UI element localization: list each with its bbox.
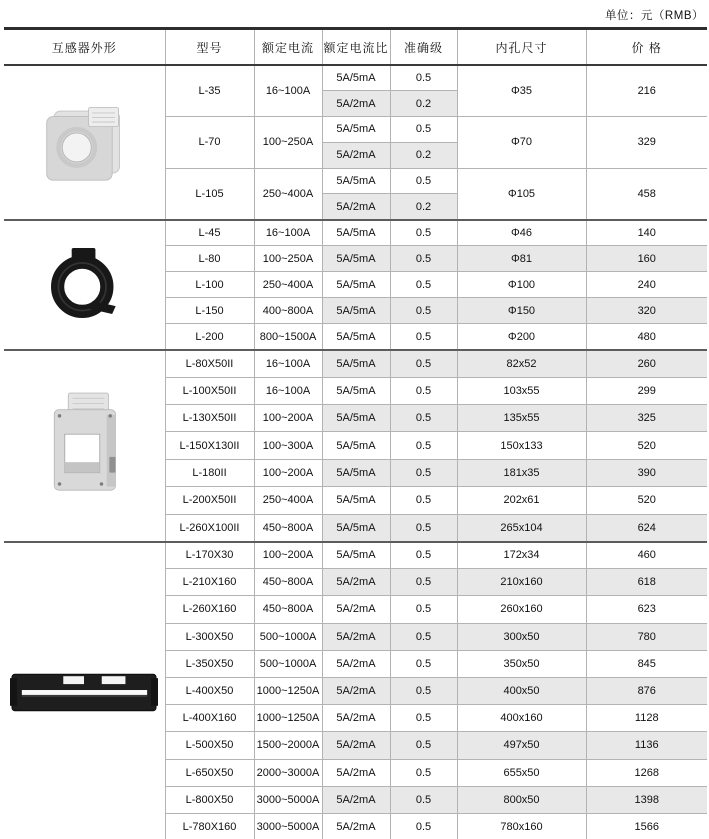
ratio-cell: 5A/5mA (322, 377, 390, 404)
accuracy-cell: 0.5 (390, 732, 457, 759)
model-cell: L-150 (165, 298, 254, 324)
accuracy-cell: 0.5 (390, 168, 457, 194)
model-cell: L-210X160 (165, 569, 254, 596)
toroidal-ct-image (4, 245, 165, 325)
ratio-cell: 5A/2mA (322, 142, 390, 168)
current-cell: 100~200A (254, 405, 322, 432)
accuracy-cell: 0.5 (390, 514, 457, 541)
price-cell: 329 (586, 117, 707, 169)
hole-cell: 210x160 (457, 569, 586, 596)
accuracy-cell: 0.5 (390, 677, 457, 704)
ratio-cell: 5A/2mA (322, 786, 390, 813)
price-cell: 1128 (586, 705, 707, 732)
price-cell: 140 (586, 220, 707, 246)
price-cell: 780 (586, 623, 707, 650)
section-4 (4, 542, 707, 839)
busbar-ct-image (4, 665, 165, 717)
accuracy-cell: 0.5 (390, 324, 457, 350)
price-cell: 480 (586, 324, 707, 350)
model-cell: L-200 (165, 324, 254, 350)
price-cell: 520 (586, 487, 707, 514)
accuracy-cell: 0.5 (390, 220, 457, 246)
current-cell: 400~800A (254, 298, 322, 324)
model-cell: L-100 (165, 272, 254, 298)
hole-cell: 82x52 (457, 350, 586, 377)
model-cell: L-260X100II (165, 514, 254, 541)
accuracy-cell: 0.5 (390, 350, 457, 377)
ct-price-table (4, 27, 707, 839)
accuracy-cell: 0.5 (390, 596, 457, 623)
hole-cell: 135x55 (457, 405, 586, 432)
ratio-cell: 5A/5mA (322, 487, 390, 514)
model-cell: L-400X160 (165, 705, 254, 732)
model-cell: L-80X50II (165, 350, 254, 377)
current-cell: 1500~2000A (254, 732, 322, 759)
current-cell: 500~1000A (254, 623, 322, 650)
model-cell: L-400X50 (165, 677, 254, 704)
hole-cell: 265x104 (457, 514, 586, 541)
hole-cell: 400x160 (457, 705, 586, 732)
current-cell: 1000~1250A (254, 705, 322, 732)
accuracy-cell: 0.5 (390, 623, 457, 650)
model-cell: L-180II (165, 459, 254, 486)
model-cell: L-100X50II (165, 377, 254, 404)
ratio-cell: 5A/5mA (322, 459, 390, 486)
hole-cell: 260x160 (457, 596, 586, 623)
ratio-cell: 5A/5mA (322, 324, 390, 350)
current-cell: 2000~3000A (254, 759, 322, 786)
accuracy-cell: 0.2 (390, 91, 457, 117)
current-cell: 250~400A (254, 272, 322, 298)
ratio-cell: 5A/5mA (322, 350, 390, 377)
square-ct-round-hole-image-cell (4, 65, 165, 220)
accuracy-cell: 0.5 (390, 117, 457, 143)
model-cell: L-170X30 (165, 542, 254, 569)
ratio-cell: 5A/2mA (322, 759, 390, 786)
price-cell: 240 (586, 272, 707, 298)
price-cell: 618 (586, 569, 707, 596)
col-header-current: 额定电流 (254, 29, 322, 66)
hole-cell: Φ70 (457, 117, 586, 169)
hole-cell: 150x133 (457, 432, 586, 459)
accuracy-cell: 0.5 (390, 65, 457, 91)
current-cell: 16~100A (254, 350, 322, 377)
accuracy-cell: 0.5 (390, 542, 457, 569)
section-2 (4, 220, 707, 350)
accuracy-cell: 0.5 (390, 650, 457, 677)
model-cell: L-130X50II (165, 405, 254, 432)
current-cell: 100~250A (254, 117, 322, 169)
current-cell: 450~800A (254, 514, 322, 541)
price-cell: 623 (586, 596, 707, 623)
model-cell: L-350X50 (165, 650, 254, 677)
hole-cell: 300x50 (457, 623, 586, 650)
accuracy-cell: 0.5 (390, 405, 457, 432)
price-cell: 320 (586, 298, 707, 324)
ratio-cell: 5A/2mA (322, 194, 390, 220)
price-cell: 216 (586, 65, 707, 117)
section-3 (4, 350, 707, 542)
ratio-cell: 5A/5mA (322, 432, 390, 459)
hole-cell: 181x35 (457, 459, 586, 486)
ratio-cell: 5A/5mA (322, 168, 390, 194)
ratio-cell: 5A/2mA (322, 569, 390, 596)
model-cell: L-500X50 (165, 732, 254, 759)
accuracy-cell: 0.5 (390, 272, 457, 298)
current-cell: 100~200A (254, 459, 322, 486)
model-cell: L-105 (165, 168, 254, 220)
current-cell: 1000~1250A (254, 677, 322, 704)
model-cell: L-35 (165, 65, 254, 117)
ratio-cell: 5A/2mA (322, 623, 390, 650)
col-header-hole: 内孔尺寸 (457, 29, 586, 66)
unit-label: 单位：元（RMB） (604, 10, 704, 22)
ratio-cell: 5A/2mA (322, 813, 390, 839)
current-cell: 3000~5000A (254, 813, 322, 839)
col-header-ratio: 额定电流比 (322, 29, 390, 66)
price-cell: 520 (586, 432, 707, 459)
accuracy-cell: 0.5 (390, 569, 457, 596)
rect-frame-ct-image (4, 387, 165, 505)
hole-cell: 103x55 (457, 377, 586, 404)
hole-cell: 400x50 (457, 677, 586, 704)
price-cell: 299 (586, 377, 707, 404)
hole-cell: 350x50 (457, 650, 586, 677)
accuracy-cell: 0.5 (390, 705, 457, 732)
price-cell: 260 (586, 350, 707, 377)
current-cell: 100~200A (254, 542, 322, 569)
hole-cell: Φ150 (457, 298, 586, 324)
price-cell: 325 (586, 405, 707, 432)
table-row (4, 542, 707, 569)
col-header-price: 价 格 (586, 29, 707, 66)
model-cell: L-45 (165, 220, 254, 246)
accuracy-cell: 0.5 (390, 246, 457, 272)
current-cell: 16~100A (254, 65, 322, 117)
col-header-appearance: 互感器外形 (4, 29, 165, 66)
busbar-ct-image-cell (4, 542, 165, 839)
table-header (4, 29, 707, 66)
price-cell: 1268 (586, 759, 707, 786)
price-cell: 1398 (586, 786, 707, 813)
ratio-cell: 5A/2mA (322, 596, 390, 623)
table-row (4, 350, 707, 377)
model-cell: L-300X50 (165, 623, 254, 650)
current-cell: 800~1500A (254, 324, 322, 350)
accuracy-cell: 0.5 (390, 432, 457, 459)
price-cell: 458 (586, 168, 707, 220)
current-cell: 250~400A (254, 168, 322, 220)
current-cell: 450~800A (254, 596, 322, 623)
toroidal-ct-image-cell (4, 220, 165, 350)
hole-cell: Φ100 (457, 272, 586, 298)
ratio-cell: 5A/5mA (322, 65, 390, 91)
model-cell: L-650X50 (165, 759, 254, 786)
accuracy-cell: 0.5 (390, 487, 457, 514)
ratio-cell: 5A/5mA (322, 272, 390, 298)
hole-cell: Φ200 (457, 324, 586, 350)
ratio-cell: 5A/5mA (322, 246, 390, 272)
hole-cell: 655x50 (457, 759, 586, 786)
hole-cell: Φ81 (457, 246, 586, 272)
square-ct-round-hole-image (4, 95, 165, 189)
ratio-cell: 5A/2mA (322, 91, 390, 117)
col-header-accuracy: 准确级 (390, 29, 457, 66)
ratio-cell: 5A/5mA (322, 514, 390, 541)
price-cell: 460 (586, 542, 707, 569)
current-cell: 500~1000A (254, 650, 322, 677)
model-cell: L-260X160 (165, 596, 254, 623)
price-cell: 845 (586, 650, 707, 677)
col-header-model: 型号 (165, 29, 254, 66)
accuracy-cell: 0.2 (390, 194, 457, 220)
current-cell: 16~100A (254, 377, 322, 404)
ratio-cell: 5A/5mA (322, 220, 390, 246)
model-cell: L-70 (165, 117, 254, 169)
price-cell: 390 (586, 459, 707, 486)
price-cell: 876 (586, 677, 707, 704)
model-cell: L-200X50II (165, 487, 254, 514)
current-cell: 450~800A (254, 569, 322, 596)
ratio-cell: 5A/5mA (322, 117, 390, 143)
hole-cell: 497x50 (457, 732, 586, 759)
table-row (4, 65, 707, 91)
ratio-cell: 5A/2mA (322, 732, 390, 759)
hole-cell: 202x61 (457, 487, 586, 514)
hole-cell: Φ105 (457, 168, 586, 220)
rect-frame-ct-image-cell (4, 350, 165, 542)
hole-cell: 172x34 (457, 542, 586, 569)
price-cell: 1136 (586, 732, 707, 759)
current-cell: 250~400A (254, 487, 322, 514)
ratio-cell: 5A/2mA (322, 677, 390, 704)
accuracy-cell: 0.5 (390, 377, 457, 404)
hole-cell: Φ35 (457, 65, 586, 117)
accuracy-cell: 0.5 (390, 298, 457, 324)
hole-cell: 780x160 (457, 813, 586, 839)
accuracy-cell: 0.5 (390, 459, 457, 486)
model-cell: L-800X50 (165, 786, 254, 813)
current-cell: 100~250A (254, 246, 322, 272)
price-cell: 1566 (586, 813, 707, 839)
current-cell: 100~300A (254, 432, 322, 459)
ratio-cell: 5A/5mA (322, 542, 390, 569)
accuracy-cell: 0.5 (390, 813, 457, 839)
accuracy-cell: 0.5 (390, 786, 457, 813)
model-cell: L-150X130II (165, 432, 254, 459)
ratio-cell: 5A/5mA (322, 405, 390, 432)
table-row (4, 220, 707, 246)
section-1 (4, 65, 707, 220)
price-cell: 624 (586, 514, 707, 541)
hole-cell: 800x50 (457, 786, 586, 813)
ratio-cell: 5A/5mA (322, 298, 390, 324)
current-cell: 3000~5000A (254, 786, 322, 813)
model-cell: L-80 (165, 246, 254, 272)
ratio-cell: 5A/2mA (322, 650, 390, 677)
model-cell: L-780X160 (165, 813, 254, 839)
accuracy-cell: 0.5 (390, 759, 457, 786)
current-cell: 16~100A (254, 220, 322, 246)
hole-cell: Φ46 (457, 220, 586, 246)
ratio-cell: 5A/2mA (322, 705, 390, 732)
price-cell: 160 (586, 246, 707, 272)
accuracy-cell: 0.2 (390, 142, 457, 168)
